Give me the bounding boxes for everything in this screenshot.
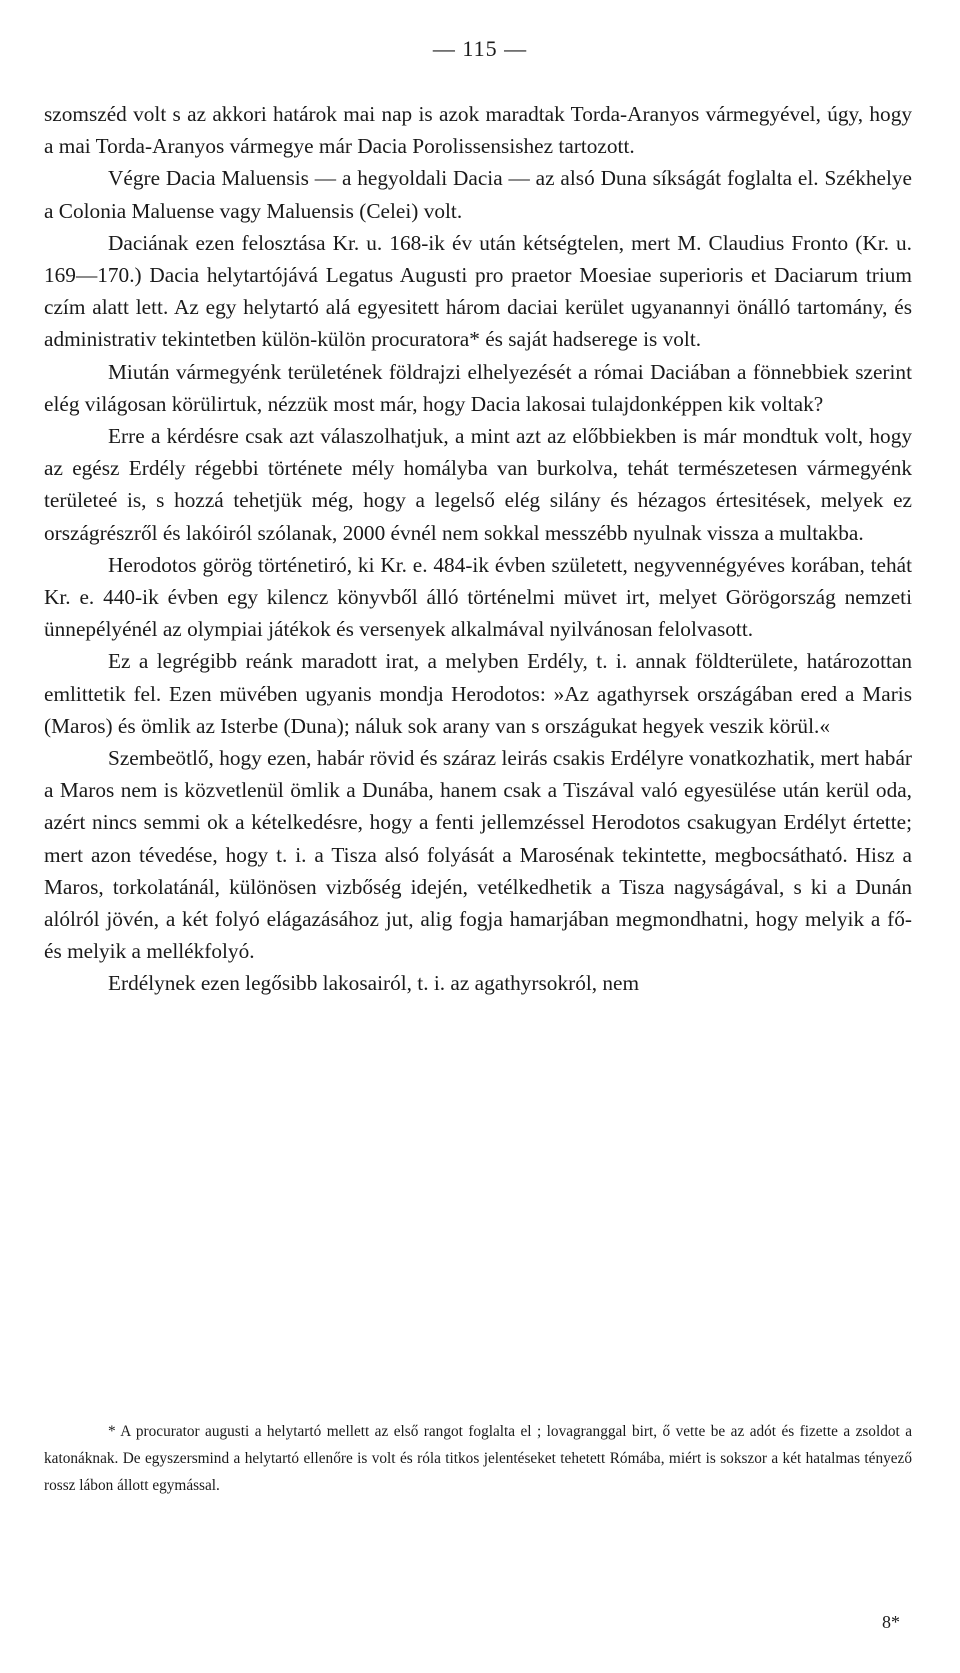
body-text	[44, 98, 912, 1000]
signature-mark: 8*	[882, 1612, 900, 1632]
paragraph: szomszéd volt s az akkori határok mai nap is azok maradtak Torda-Aranyos vármegyével, úgy, hogy a mai Torda-Aranyos vármegye már Dacia Porolissensishez tartozott.	[44, 102, 912, 159]
paragraph: Ez a legrégibb reánk maradott irat, a melyben Erdély, t. i. annak földterülete, határozottan emlittetik fel. Ezen müvében ugyanis mondja Herodotos: »Az agathyrsek országában ered a Maris (Maros) és ömlik az Isterbe (Duna); náluk sok arany van s országukat hegyek veszik körül.«	[44, 649, 912, 738]
paragraph: Erre a kérdésre csak azt válaszolhatjuk, a mint azt az előbbiekben is már mondtuk volt, hogy az egész Erdély régebbi története mély homályba van burkolva, tehát természetesen vármegyénk területeé is, s hozzá tehetjük még, hogy a legelső elég silány és hézagos értesitések, melyek ez országrészről és lakóiról szólanak, 2000 évnél nem sokkal messzébb nyulnak vissza a multakba.	[44, 424, 912, 545]
paragraph: Herodotos görög történetiró, ki Kr. e. 484-ik évben született, negyvennégyéves korában, tehát Kr. e. 440-ik évben egy kilencz könyvből álló történelmi müvet irt, melyet Görögország nemzeti ünnepélyénél az olympiai játékok és versenyek alkalmával nyilvánosan felolvasott.	[44, 552, 912, 642]
footnote: * A procurator augusti a helytartó mellett az első rangot foglalta el ; lovagranggal birt, ő vette be az adót és fizette a zsoldot a katonáknak. De egyszersmind a helytartó ellenőre is volt és róla titkos jelentéseket tehetett Rómába, miért is sokszor a két hatalmas tényező rossz lábon állott egymással.	[44, 1423, 912, 1494]
page-number: — 115 —	[432, 36, 528, 61]
paragraph: Daciának ezen felosztása Kr. u. 168-ik év után kétségtelen, mert M. Claudius Fronto (Kr. u. 169—170.) Dacia helytartójává Legatus Augusti pro praetor Moesiae superioris et Daciarum trium czím alatt lett. Az egy helytartó alá egyesitett három daciai kerület ugyanannyi önálló tartomány, és administrativ tekintetben külön-külön procuratora* és saját hadserege is volt.	[44, 230, 912, 352]
paragraph: Végre Dacia Maluensis — a hegyoldali Dacia — az alsó Duna síkságát foglalta el. Székhelye a Colonia Maluense vagy Maluensis (Celei) volt.	[44, 166, 912, 223]
paragraph: Miután vármegyénk területének földrajzi elhelyezését a római Daciában a fönnebbiek szerint elég világosan körülirtuk, nézzük most már, hogy Dacia lakosai tulajdonképpen kik voltak?	[44, 359, 912, 416]
paragraph: Szembeötlő, hogy ezen, habár rövid és száraz leirás csakis Erdélyre vonatkozhatik, mert habár a Maros nem is közvetlenül ömlik a Dunába, hanem csak a Tiszával való egyesülése után kerül oda, azért nincs semmi ok a kételkedésre, hogy a fenti jellemzéssel Herodotos csakugyan Erdélyt értette; mert azon tévedése, hogy t. i. a Tisza alsó folyását a Marosénak tekintette, megbocsátható. Hisz a Maros, torkolatánál, különösen vizbőség idején, vetélkedhetik a Tisza nagyságával, s ki a Dunán alólról jövén, a két folyó elágazásához jut, alig fogja hamarjában megmondhatni, hogy melyik a fő- és melyik a mellékfolyó.	[44, 746, 912, 964]
paragraph: Erdélynek ezen legősibb lakosairól, t. i. az agathyrsokról, nem	[108, 971, 640, 996]
